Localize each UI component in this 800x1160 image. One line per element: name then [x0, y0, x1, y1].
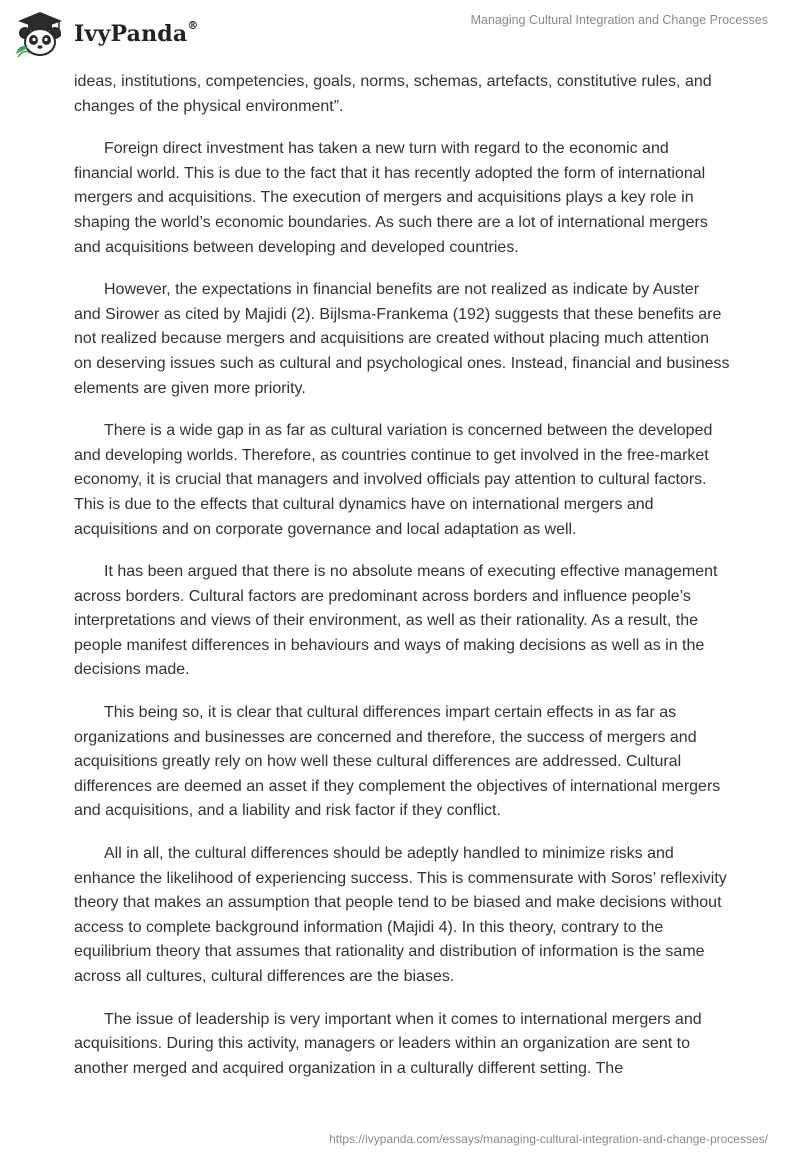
paragraph: However, the expectations in financial benefits are not realized as indicate by Auster and Sirower as cited by Majidi (2). Bijlsma-Frankema (192) suggests that these benefits are not realized because mergers and acquisitions are created without placing much attention on deserving issues such as cultural and psychological ones. Instead, financial and business elements are given more priority.: [74, 281, 730, 397]
paragraph: This being so, it is clear that cultural differences impart certain effects in as far as organizations and businesses are concerned and therefore, the success of mergers and acquisitions greatly rely on how well these cultural differences are addressed. Cultural differences are deemed an asset if they complement the objectives of international mergers and acquisitions, and a liability and risk factor if they conflict.: [74, 704, 721, 820]
paragraph: Foreign direct investment has taken a new turn with regard to the economic and financial world. This is due to the fact that it has recently adopted the form of international mergers and acquisitions. The execution of mergers and acquisitions plays a key role in shaping the world’s economic boundaries. As such there are a lot of international mergers and acquisitions between developing and developed countries.: [74, 140, 708, 256]
ivypanda-logo[interactable]: [14, 10, 199, 58]
paragraph: It has been argued that there is no absolute means of executing effective management across borders. Cultural factors are predominant across borders and influence people’s interpretations and views of their environment, as well as their rationality. As a result, the people manifest differences in behaviours and ways of making decisions as well as in the decisions made.: [74, 563, 718, 679]
document-title: Managing Cultural Integration and Change Processes: [470, 13, 768, 27]
panda-graduate-icon: [14, 10, 66, 58]
brand-name: IvyPanda®: [74, 19, 199, 47]
paragraph: ideas, institutions, competencies, goals, norms, schemas, artefacts, constitutive rules, and changes of the physical environment”.: [74, 73, 712, 115]
source-url[interactable]: https://ivypanda.com/essays/managing-cultural-integration-and-change-processes/: [329, 1132, 768, 1146]
paragraph: The issue of leadership is very important when it comes to international mergers and acquisitions. During this activity, managers or leaders within an organization are sent to another merged and acquired organization in a culturally different setting. The: [74, 1010, 702, 1077]
paragraph: There is a wide gap in as far as cultural variation is concerned between the developed and developing worlds. Therefore, as countries continue to get involved in the free-market economy, it is crucial that managers and involved officials pay attention to cultural factors. This is due to the effects that cultural dynamics have on international mergers and acquisitions and on corporate governance and local adaptation as well.: [74, 422, 713, 538]
essay-body: [74, 70, 730, 1099]
page-header: [0, 0, 800, 70]
paragraph: All in all, the cultural differences should be adeptly handled to minimize risks and enhance the likelihood of experiencing success. This is commensurate with Soros’ reflexivity theory that makes an assumption that people tend to be biased and make decisions without access to complete background information (Majidi 4). In this theory, contrary to the equilibrium theory that assumes that rationality and distribution of information is the same across all cultures, cultural differences are the biases.: [74, 845, 727, 985]
